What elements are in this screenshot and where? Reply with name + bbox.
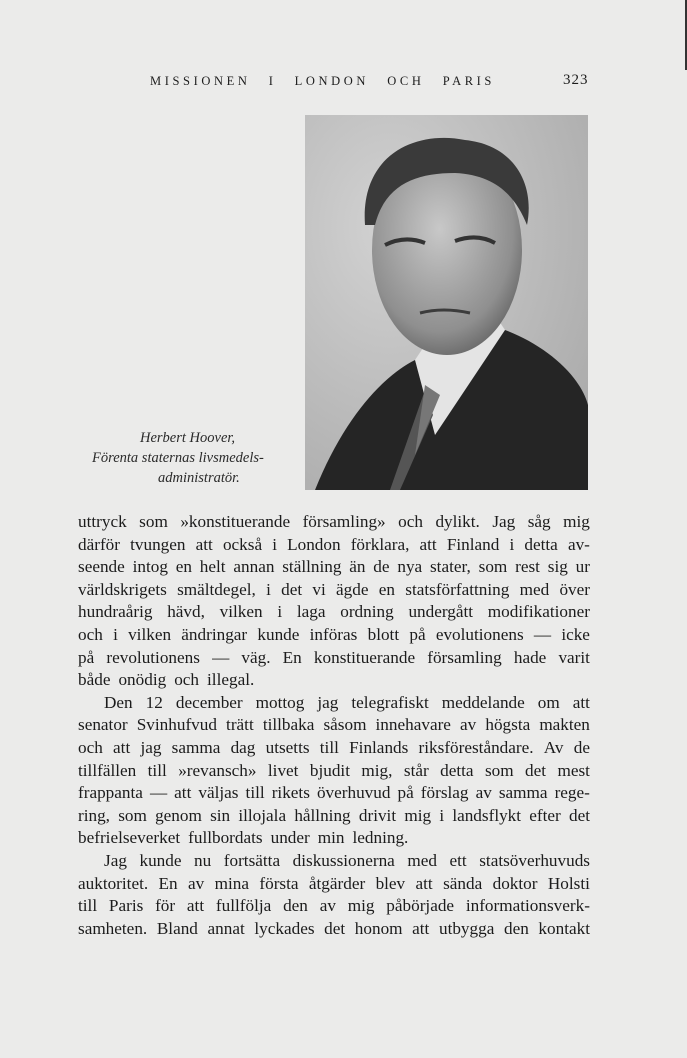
header-word: PARIS [442,74,495,88]
portrait-photo [305,115,588,490]
header-word: OCH [387,74,425,88]
text-line: till Paris för att fullfölja den av mig påbörjade informationsverk- [78,896,590,916]
text-line: auktoritet. En av mina första åtgärder blev att sända doktor Holsti [78,873,590,893]
text-line: hundraårig hävd, vilken i laga ordning undergått modifikationer [78,602,590,622]
text-line: ring, som genom sin illojala hållning drivit mig i landsflykt efter det [78,805,590,825]
text-line: och att jag samma dag utsetts till Finlands riksföreståndare. Av de [78,738,590,757]
header-word: LONDON [294,74,370,88]
text-line: världskrigets smältdegel, i det vi ägde en statsförfattning med över [78,579,590,599]
text-line: både onödig och illegal. [78,670,255,690]
text-line: samheten. Bland annat lyckades det honom att utbygga den kontakt [78,918,590,938]
text-line: frappanta — att väljas till rikets överhuvud på förslag av samma rege- [78,783,590,803]
text-line: Den 12 december mottog jag telegrafiskt meddelande om att [104,692,590,712]
text-line: därför tvungen att också i London förklara, att Finland i detta av- [78,534,590,554]
text-line: Jag kunde nu fortsätta diskussionerna med ett statsöverhuvuds [104,851,590,870]
running-header [150,74,495,89]
figure-caption-line: Förenta staternas livsmedels- [92,450,264,466]
text-line: seende intog en helt annan ställning än de nya stater, som rest sig ur [78,557,590,577]
text-line: tillfällen till »revansch» livet bjudit mig, står detta som det mest [78,760,590,780]
text-line: befrielseverket fullbordats under min ledning. [78,828,409,848]
text-line: och i vilken ändringar kunde införas blott på evolutionens — icke [78,625,590,644]
page-number: 323 [563,72,589,88]
figure-caption-line: administratör. [158,470,240,486]
text-line: senator Svinhufvud trätt tillbaka såsom innehavare av högsta makten [78,715,590,735]
text-line: på revolutionens — väg. En konstituerande församling hade varit [78,647,590,667]
figure-caption-line: Herbert Hoover, [140,430,236,446]
header-word: I [268,74,277,88]
header-word: MISSIONEN [150,74,251,88]
text-line: uttryck som »konstituerande församling» och dylikt. Jag såg mig [78,512,590,531]
